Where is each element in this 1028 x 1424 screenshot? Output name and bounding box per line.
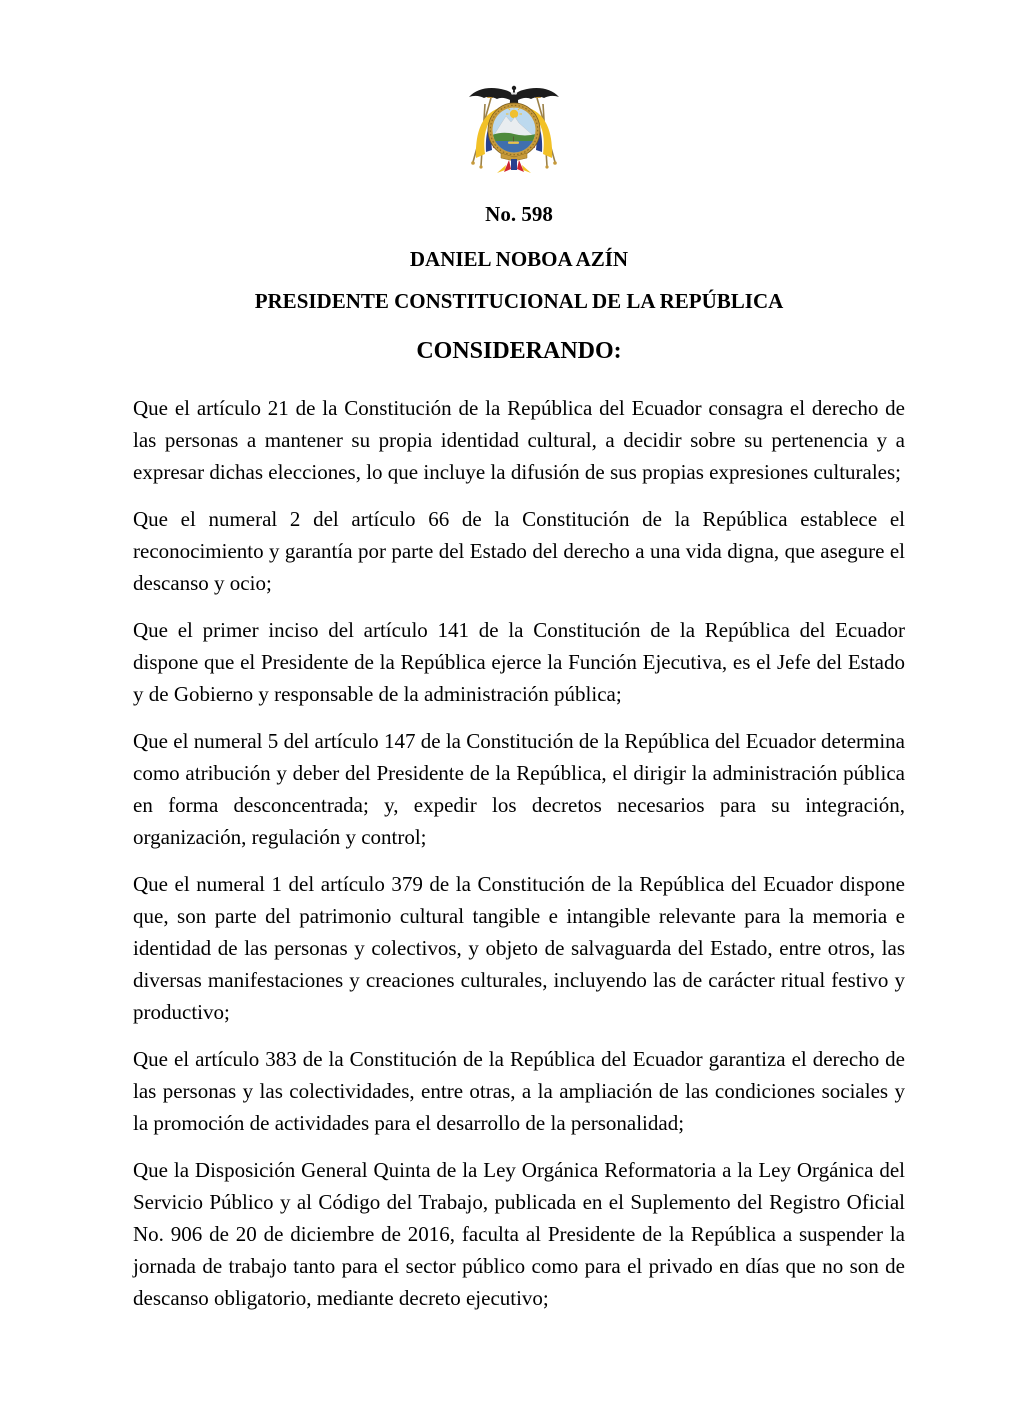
recital-paragraph-1: Que el artículo 21 de la Constitución de la República del Ecuador consagra el derecho de las personas a mantener su propia identidad cultural, a decidir sobre su pertenencia y a expresar dichas elecciones, lo que incluye la difusión de sus propias expresiones culturales; [133, 396, 905, 484]
ribbon-yellow-left [497, 165, 506, 173]
recital-paragraph-4: Que el numeral 5 del artículo 147 de la Constitución de la República del Ecuador determina como atribución y deber del Presidente de la República, el dirigir la administración pública en forma desconcentrada; y, expedir los decretos necesarios para su integración, organización, regulación y control; [133, 729, 905, 849]
condor-collar [511, 93, 517, 95]
recital-paragraph-3: Que el primer inciso del artículo 141 de la Constitución de la República del Ecuador dispone que el Presidente de la República ejerce la Función Ejecutiva, es el Jefe del Estado y de Gobierno y responsable de la administración pública; [133, 618, 905, 706]
considerando-heading: CONSIDERANDO: [416, 338, 622, 364]
president-name: DANIEL NOBOA AZÍN [409, 247, 629, 271]
ribbon-yellow-right [522, 165, 531, 173]
condor-head [512, 86, 516, 90]
recital-paragraph-5: Que el numeral 1 del artículo 379 de la Constitución de la República del Ecuador dispone que, son parte del patrimonio cultural tangible e intangible relevante para la memoria e identidad de las personas y colectivos, y objeto de salvaguarda del Estado, entre otros, las diversas manifestaciones y creaciones culturales, incluyendo las de carácter ritual festivo y productivo; [133, 872, 905, 1024]
recital-paragraph-2: Que el numeral 2 del artículo 66 de la Constitución de la República establece el reconocimiento y garantía por parte del Estado del derecho a una vida digna, que asegure el descanso y ocio; [133, 507, 905, 595]
recital-paragraph-7: Que la Disposición General Quinta de la Ley Orgánica Reformatoria a la Ley Orgánica del Servicio Público y al Código del Trabajo, publicada en el Suplemento del Registro Oficial No. 906 de 20 de diciembre de 2016, faculta al Presidente de la República a suspender la jornada de trabajo tanto para el sector público como para el privado en días que no son de descanso obligatorio, mediante decreto ejecutivo; [133, 1158, 905, 1310]
document-content [133, 203, 905, 1314]
coat-of-arms-graphic [461, 84, 567, 176]
decree-number: No. 598 [485, 202, 553, 226]
steamship [508, 142, 519, 144]
ecuador-coat-of-arms-icon [461, 84, 567, 176]
recital-paragraph-6: Que el artículo 383 de la Constitución de la República del Ecuador garantiza el derecho de las personas y las colectividades, entre otras, a la ampliación de las condiciones sociales y la promoción de actividades para el desarrollo de la personalidad; [133, 1047, 905, 1135]
recitals-section [133, 392, 905, 1314]
president-title: PRESIDENTE CONSTITUCIONAL DE LA REPÚBLICA [254, 289, 784, 313]
ribbon-blue [511, 159, 517, 170]
